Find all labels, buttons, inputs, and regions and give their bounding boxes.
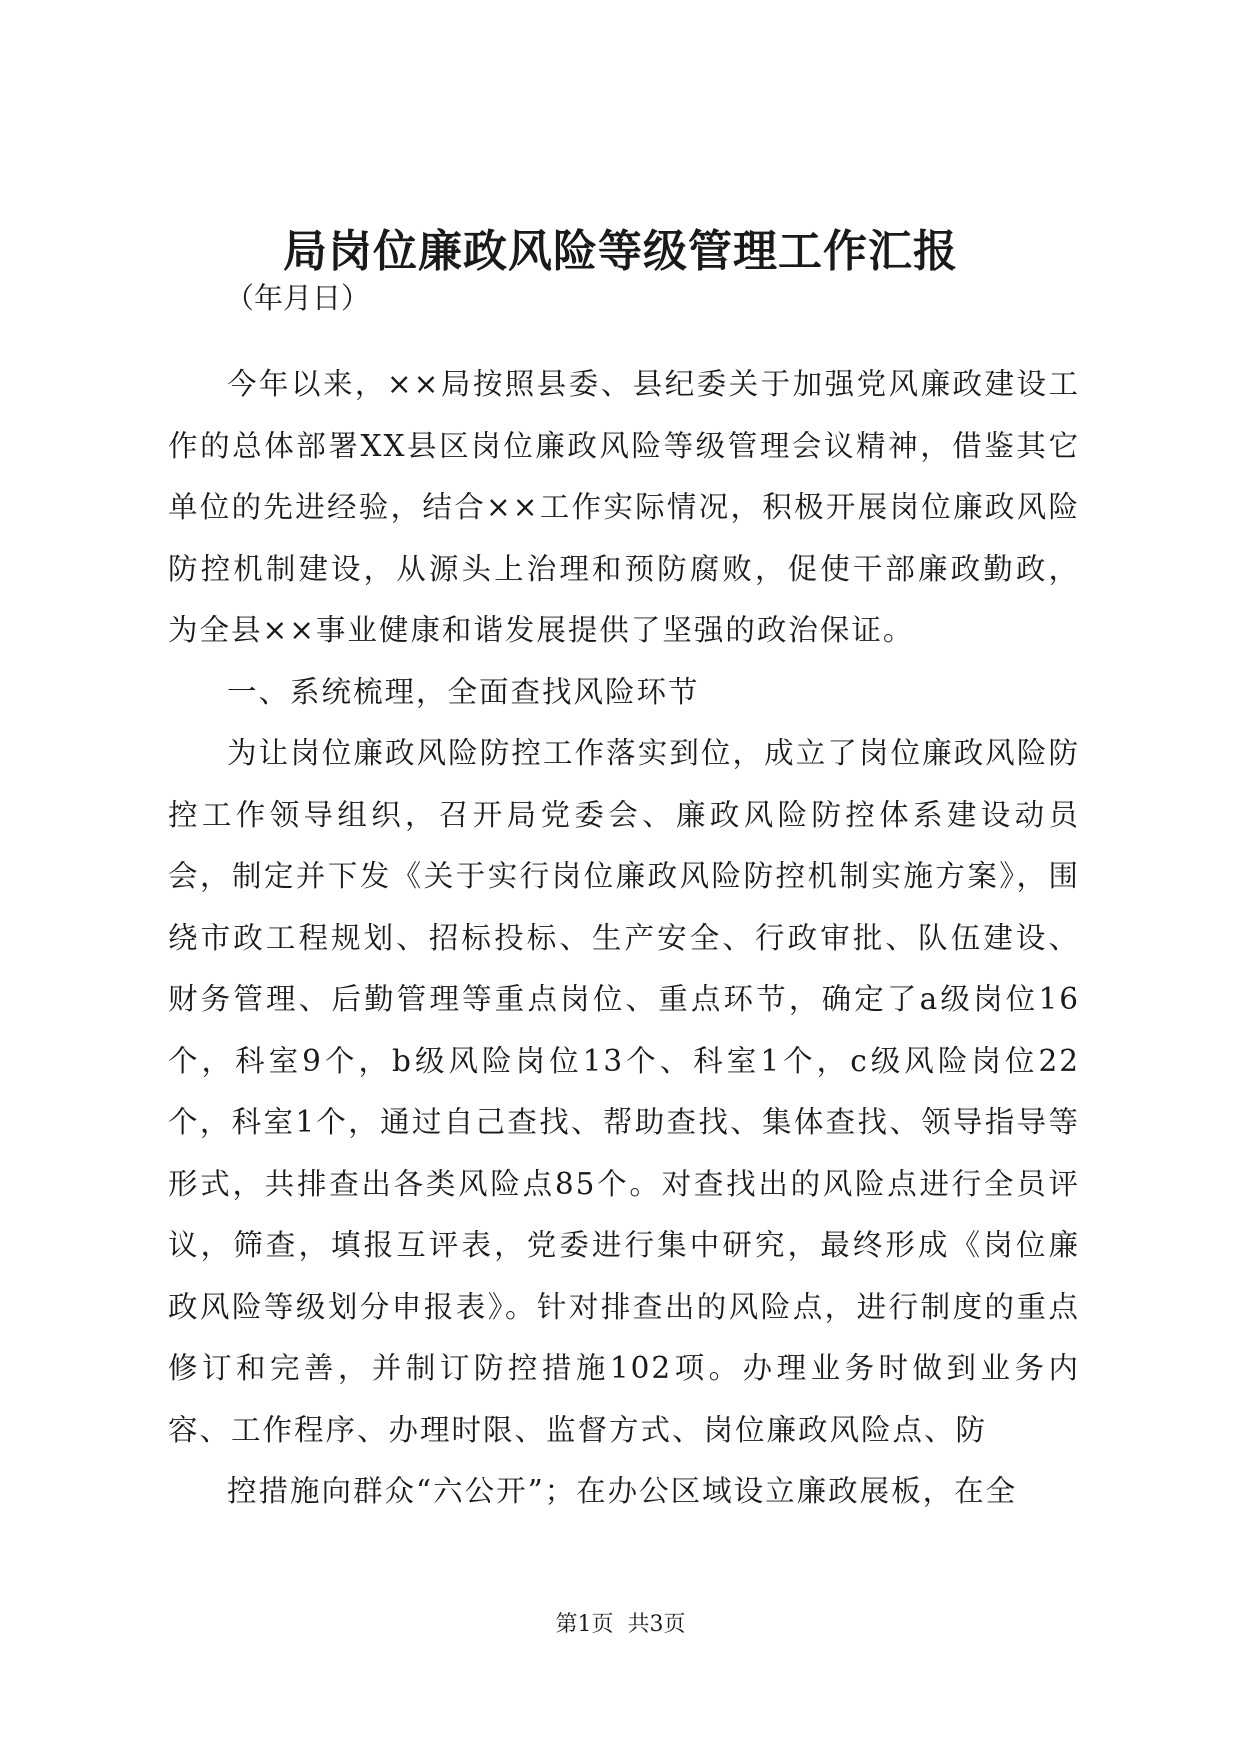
page-footer [0, 1610, 1241, 1640]
paragraph-continuation: 控措施向群众“六公开”；在办公区域设立廉政展板，在全 [227, 1474, 1018, 1508]
page-number: 第1页 共3页 [555, 1612, 686, 1637]
document-body [168, 354, 1080, 1523]
date-line: （年月日） [225, 281, 371, 315]
section-heading-1: 一、系统梳理，全面查找风险环节 [227, 674, 700, 709]
paragraph-section-1: 为让岗位廉政风险防控工作落实到位，成立了岗位廉政风险防控工作领导组织，召开局党委会、廉政风险防控体系建设动员会，制定并下发《关于实行岗位廉政风险防控机制实施方案》，围绕市政工程规划、招标投标、生产安全、行政审批、队伍建设、财务管理、后勤管理等重点岗位、重点环节，确定了a级岗位16个，科室9个，b级风险岗位13个、科室1个，c级风险岗位22个，科室1个，通过自己查找、帮助查找、集体查找、领导指导等形式，共排查出各类风险点85个。对查找出的风险点进行全员评议，筛查，填报互评表，党委进行集中研究，最终形成《岗位廉政风险等级划分申报表》。针对排查出的风险点，进行制度的重点修订和完善，并制订防控措施102项。办理业务时做到业务内容、工作程序、办理时限、监督方式、岗位廉政风险点、防 [168, 736, 1080, 1447]
document-title: 局岗位廉政风险等级管理工作汇报 [283, 226, 958, 277]
paragraph-intro: 今年以来，××局按照县委、县纪委关于加强党风廉政建设工作的总体部署XX县区岗位廉政风险等级管理会议精神，借鉴其它单位的先进经验，结合××工作实际情况，积极开展岗位廉政风险防控机制建设，从源头上治理和预防腐败，促使干部廉政勤政，为全县××事业健康和谐发展提供了坚强的政治保证。 [168, 367, 1080, 647]
